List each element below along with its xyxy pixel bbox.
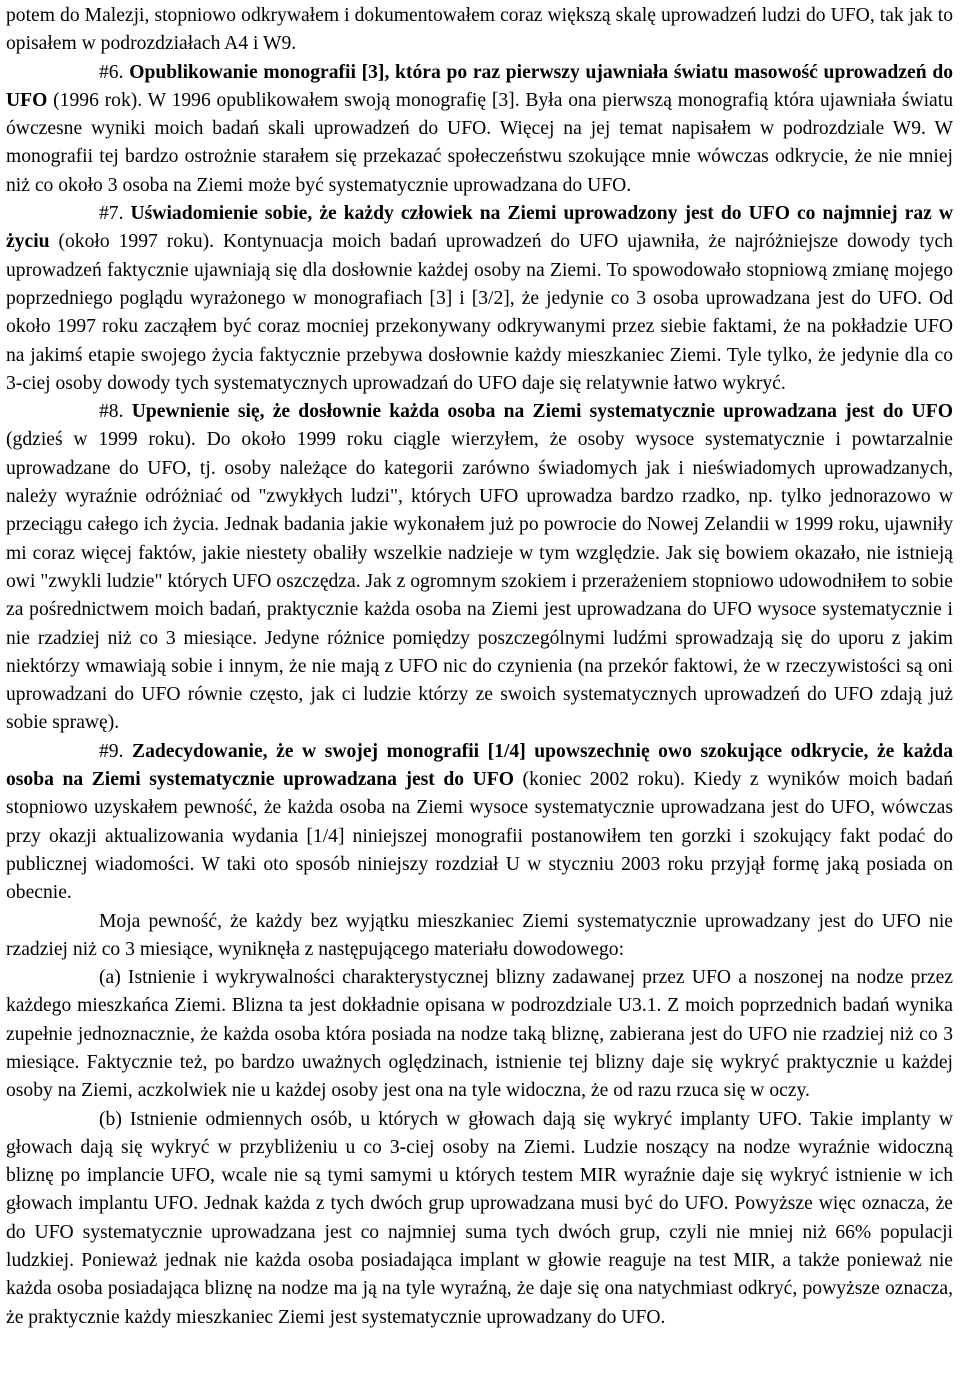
text-run: (a) Istnienie i wykrywalności charakterystycznej blizny zadawanej przez UFO a noszonej na nodze przez każdego mieszkańca Ziemi. Blizna ta jest dokładnie opisana w podrozdziale U3.1. Z moich poprzednich badań wynika zupełnie jednoznacznie, że każda osoba która posiada na nodze taką bliznę, zabierana jest do UFO nie rzadziej niż co 3 miesiące. Faktycznie też, po bardzo uważnych oględzinach, istnienie tej blizny daje się wykryć praktycznie u każdej osoby na Ziemi, aczkolwiek nie u każdej osoby jest ona na tyle widoczna, że od razu rzuca się w oczy. [6,967,953,1102]
paragraph-item-8 [6,398,953,738]
text-run: (b) Istnienie odmiennych osób, u których w głowach dają się wykryć implanty UFO. Takie implanty w głowach dają się wykryć w przybliżeniu u co 3-ciej osoby na Ziemi. Ludzie noszący na nodze wyraźnie widoczną bliznę po implancie UFO, wcale nie są tymi samymi u których testem MIR wyraźnie daje się wykryć istnienie w ich głowach implantu UFO. Jednak każda z tych dwóch grup uprowadzana musi być do UFO. Powyższe więc oznacza, że do UFO systematycznie uprowadzana jest co najmniej suma tych dwóch grup, czyli nie mniej niż 66% populacji ludzkiej. Ponieważ jednak nie każda osoba posiadająca implant w głowie reaguje na test MIR, a także ponieważ nie każda osoba posiadająca bliznę na nodze ma ją na tyle wyraźną, że daje się ona natychmiast odkryć, powyższe oznacza, że praktycznie każdy mieszkaniec Ziemi jest systematycznie uprowadzany do UFO. [6,1108,953,1328]
text-run: Moja pewność, że każdy bez wyjątku mieszkaniec Ziemi systematycznie uprowadzany jest do UFO nie rzadziej niż co 3 miesiące, wyniknęła z następującego materiału dowodowego: [6,910,953,960]
paragraph-evidence-a [6,964,953,1105]
paragraph-item-6 [6,59,953,200]
text-run: (1996 rok). W 1996 opublikowałem swoją monografię [3]. Była ona pierwszą monografią która ujawniała światu ówczesne wyniki moich badań skali uprowadzeń do UFO. Więcej na jej temat napisałem w podrozdziale W9. W monografii tej bardzo ostrożnie starałem się przekazać społeczeństwu szokujące mnie wówczas odkrycie, że nie mniej niż co około 3 osoba na Ziemi może być systematycznie uprowadzana do UFO. [6,89,953,196]
item-number: #6. [99,61,130,83]
item-heading: Uświadomienie sobie, że każdy człowiek na Ziemi uprowadzony jest do UFO co najmniej raz w życiu [6,203,954,253]
item-number: #9. [99,740,133,762]
item-heading: Zadecydowanie, że w swojej monografii [1/4] upowszechnię owo szokujące odkrycie, że każda osoba na Ziemi systematycznie uprowadzana jest do UFO [6,740,954,791]
paragraph [6,2,953,59]
text-run: potem do Malezji, stopniowo odkrywałem i dokumentowałem coraz większą skalę uprowadzeń ludzi do UFO, tak jak to opisałem w podrozdziałach A4 i W9. [6,5,953,55]
item-number: #7. [99,203,131,225]
text-run: (około 1997 roku). Kontynuacja moich badań uprowadzeń do UFO ujawniła, że najróżniejsze dowody tych uprowadzeń faktycznie ujawniają się dla dosłownie każdej osoby na Ziemi. To spowodowało stopniową zmianę mojego poprzedniego poglądu wyrażonego w monografiach [3] i [3/2], że jedynie co 3 osoba uprowadzana jest do UFO. Od około 1997 roku zacząłem być coraz mocniej przekonywany odkrywanymi przez siebie faktami, że na pokładzie UFO na jakimś etapie swojego życia faktycznie przebywa dosłownie każdy mieszkaniec Ziemi. Tyle tylko, że jedynie dla co 3-ciej osoby dowody tych systematycznych uprowadzań do UFO daje się relatywnie łatwo wykryć. [6,231,953,394]
text-run: (koniec 2002 roku). Kiedy z wyników moich badań stopniowo uzyskałem pewność, że każda osoba na Ziemi wysoce systematycznie uprowadzana jest do UFO, wówczas przy okazji aktualizowania wydania [1/4] niniejszej monografii postanowiłem ten gorzki i szokujący fakt podać do publicznej wiadomości. W taki oto sposób niniejszy rozdział U w styczniu 2003 roku przyjął formę jaką posiada on obecnie. [6,769,953,904]
item-heading: Upewnienie się, że dosłownie każda osoba na Ziemi systematycznie uprowadzana jest do UFO [131,401,953,423]
paragraph-item-9 [6,738,953,908]
paragraph-evidence-b [6,1106,953,1332]
item-heading: Opublikowanie monografii [3], która po raz pierwszy ujawniała światu masowość uprowadzeń do UFO [6,61,954,111]
text-run: (gdzieś w 1999 roku). Do około 1999 roku ciągle wierzyłem, że osoby wysoce systematycznie i powtarzalnie uprowadzane do UFO, tj. osoby należące do kategorii zarówno świadomych jak i nieświadomych uprowadzanych, należy wyraźnie odróżniać od "zwykłych ludzi", których UFO uprowadza bardzo rzadko, np. tylko jednorazowo w przeciągu całego ich życia. Jednak badania jakie wykonałem już po powrocie do Nowej Zelandii w 1999 roku, ujawniły mi coraz więcej faktów, jakie niestety obaliły wszelkie nadzieje w tym względzie. Jak się bowiem okazało, nie istnieją owi "zwykli ludzie" których UFO oszczędza. Jak z ogromnym szokiem i przerażeniem stopniowo udowodniłem to sobie za pośrednictwem moich badań, praktycznie każda osoba na Ziemi jest uprowadzana do UFO wysoce systematycznie i nie rzadziej niż co 3 miesiące. Jedyne różnice pomiędzy poszczególnymi ludźmi sprowadzają się do uporu z jakim niektórzy wmawiają sobie i innym, że nie mają z UFO nic do czynienia (na przekór faktowi, że w rzeczywistości są oni uprowadzani do UFO równie często, jak ci ludzie którzy ze swoich systematycznych uprowadzeń do UFO zdają już sobie sprawę). [6,429,953,734]
item-number: #8. [99,401,132,423]
paragraph-item-7 [6,200,953,398]
paragraph [6,908,953,965]
